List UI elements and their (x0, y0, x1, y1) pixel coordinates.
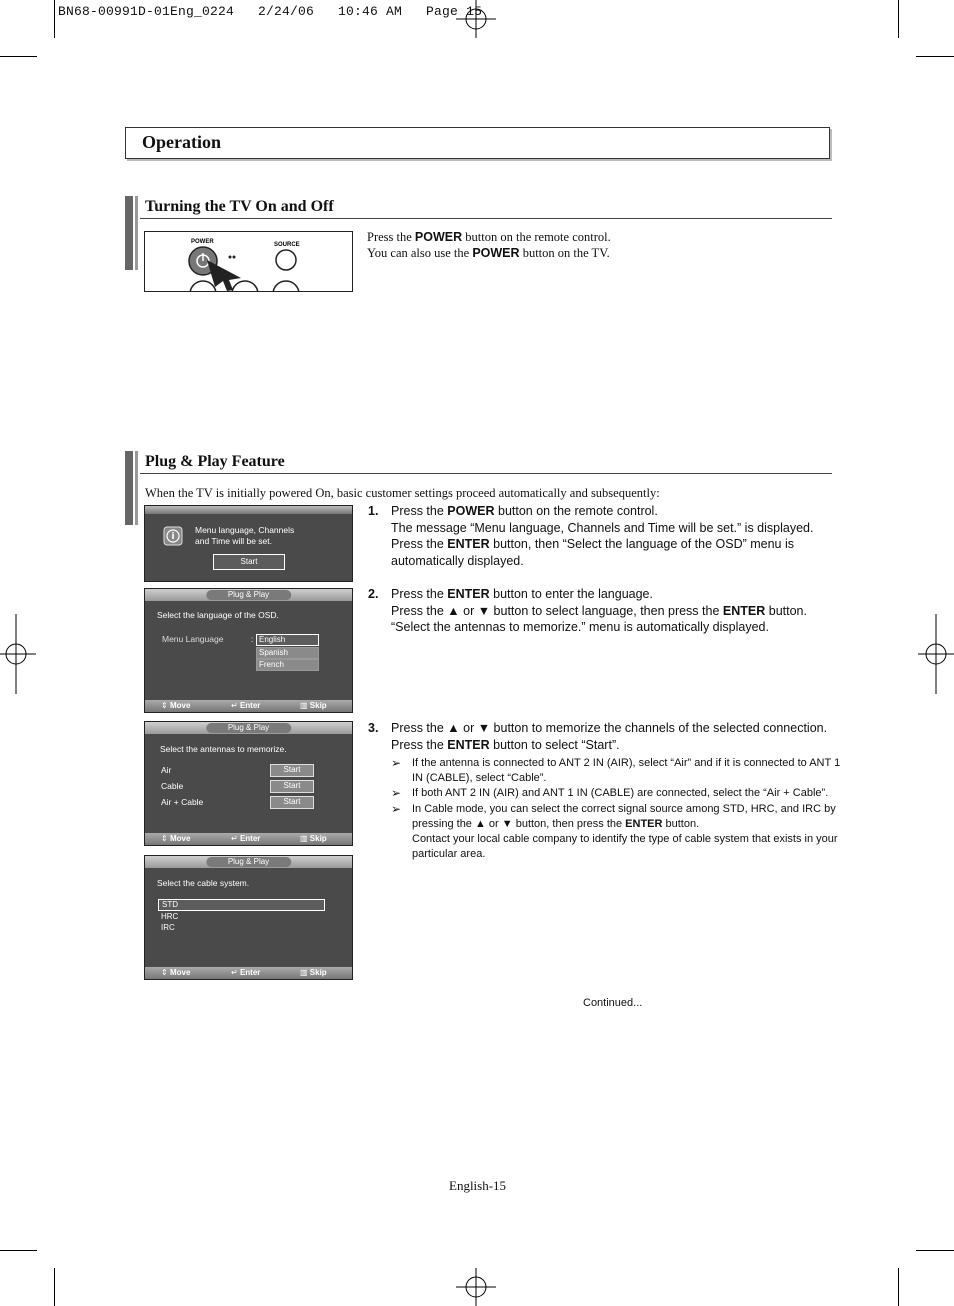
remote-illustration (144, 231, 353, 292)
osd-title: Select the cable system. (157, 878, 250, 888)
osd-header: Plug & Play (145, 722, 352, 734)
cable-option-hrc[interactable]: HRC (161, 912, 179, 921)
osd-screen-welcome (144, 505, 353, 582)
osd-footer: ⇕ Move ↵ Enter ▥ Skip (145, 967, 352, 979)
registration-mark (0, 614, 36, 694)
crop-mark (916, 56, 954, 57)
osd-footer: ⇕ Move ↵ Enter ▥ Skip (145, 833, 352, 845)
step-2: 2. Press the ENTER button to enter the language. Press the ▲ or ▼ button to select language, then press the ENTER button. “Select the antennas to memorize.” menu is automatically displayed. (368, 587, 807, 634)
print-header: BN68-00991D-01Eng_0224 2/24/06 10:46 AM Page 15 (58, 4, 483, 19)
section-title: Plug & Play Feature (145, 453, 285, 470)
svg-text:SOURCE: SOURCE (274, 242, 300, 248)
crop-mark (898, 1268, 899, 1306)
language-option-french[interactable]: French (256, 659, 319, 671)
antenna-start-cable-button[interactable]: Start (270, 780, 314, 793)
continued-label: Continued... (583, 997, 643, 1009)
antenna-start-air-button[interactable]: Start (270, 764, 314, 777)
note-arrow-icon: ➢ (391, 756, 402, 770)
osd-header: Plug & Play (145, 589, 352, 601)
osd-start-button[interactable]: Start (213, 554, 285, 570)
note-air-cable: ➢ If both ANT 2 IN (AIR) and ANT 1 IN (CABLE) are connected, select the “Air + Cable”. (391, 786, 829, 800)
osd-footer: ⇕ Move ↵ Enter ▥ Skip (145, 700, 352, 712)
step-1: 1. Press the POWER button on the remote control. The message “Menu language, Channels and Time will be set.” is displayed. Press the ENTER button, then “Select the language of the OSD” menu is automatically displayed. (368, 504, 814, 568)
note-arrow-icon: ➢ (391, 802, 402, 816)
crop-mark (54, 0, 55, 38)
info-icon (163, 526, 183, 546)
note-antenna: ➢ If the antenna is connected to ANT 2 IN (AIR), select “Air” and if it is connected to ANT 1 IN (CABLE), select “Cable”. (391, 756, 841, 784)
antenna-start-air-cable-button[interactable]: Start (270, 796, 314, 809)
crop-mark (898, 0, 899, 38)
registration-mark (456, 1268, 496, 1306)
chapter-heading (125, 127, 830, 159)
osd-screen-cable-system (144, 855, 353, 980)
chapter-title: Operation (142, 132, 221, 152)
section-title: Turning the TV On and Off (145, 198, 334, 215)
cable-option-irc[interactable]: IRC (161, 923, 175, 932)
cable-option-std[interactable]: STD (158, 899, 325, 911)
remote-power-button-icon (145, 232, 352, 291)
crop-mark (54, 1268, 55, 1306)
language-option-english[interactable]: English (256, 634, 319, 646)
crop-mark (916, 1250, 954, 1251)
osd-header: Plug & Play (145, 856, 352, 868)
note-cable-mode: ➢ In Cable mode, you can select the correct signal source among STD, HRC, and IRC by pressing the ▲ or ▼ button, then press the ENTER button. Contact your local cable company to identify the type of cable system that exists in your particular area. (391, 802, 838, 860)
osd-title: Select the antennas to memorize. (160, 744, 287, 754)
intro-paragraph: When the TV is initially powered On, basic customer settings proceed automatically and subsequently: (145, 486, 660, 500)
step-3: 3. Press the ▲ or ▼ button to memorize the channels of the selected connection. Press the ENTER button to select “Start”. (368, 721, 828, 752)
antenna-label-air-cable: Air + Cable (161, 797, 204, 807)
registration-mark (918, 614, 954, 694)
osd-title: Select the language of the OSD. (157, 610, 279, 620)
svg-text:POWER: POWER (191, 239, 214, 245)
page-number: English-15 (449, 1178, 507, 1193)
crop-mark (0, 56, 37, 57)
menu-language-label: Menu Language (162, 634, 224, 644)
osd-message-line2: and Time will be set. (195, 536, 273, 546)
crop-mark (0, 1250, 37, 1251)
antenna-label-air: Air (161, 765, 172, 775)
antenna-label-cable: Cable (161, 781, 184, 791)
power-instructions: Press the POWER button on the remote control. You can also use the POWER button on the TV. (367, 230, 611, 260)
osd-message-line1: Menu language, Channels (195, 525, 295, 535)
note-arrow-icon: ➢ (391, 786, 402, 800)
osd-screen-antennas (144, 721, 353, 846)
language-option-spanish[interactable]: Spanish (256, 647, 319, 659)
osd-screen-language: Plug & Play Select the language of the OSD. Menu Language : English Spanish French ⇕ Move ↵ Enter ▥ Skip (144, 588, 353, 713)
